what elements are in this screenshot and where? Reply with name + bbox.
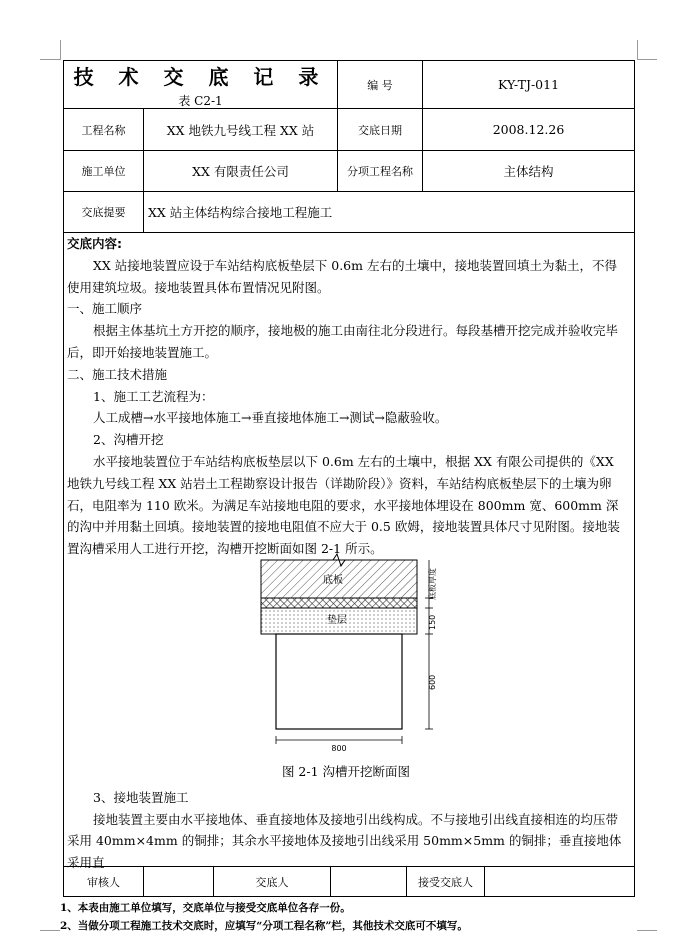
corner-mark: [60, 40, 61, 60]
subsection-heading: 3、接地装置施工: [93, 789, 189, 805]
slab-label: 底板: [323, 575, 343, 586]
summary-value: XX 站主体结构综合接地工程施工: [148, 205, 333, 220]
section-heading: 二、施工技术措施: [67, 366, 168, 382]
receiver-signature-field[interactable]: [485, 867, 634, 897]
unit-label: 施工单位: [81, 165, 126, 178]
project-value: XX 地铁九号线工程 XX 站: [166, 122, 315, 138]
reviewer-signature-field[interactable]: [144, 867, 213, 897]
corner-mark: [637, 59, 657, 60]
section-heading: 一、施工顺序: [67, 301, 143, 317]
project-label: 工程名称: [81, 123, 126, 137]
footnote: 1、本表由施工单位填写，交底单位与接受交底单位各存一份。: [60, 902, 351, 914]
dim-width: 800: [331, 744, 347, 753]
dim-slab: 底板厚度: [428, 568, 437, 600]
code-label: 编 号: [367, 78, 393, 92]
content-paragraph: 水平接地装置位于车站结构底板垫层以下 0.6m 左右的土壤中，根据 XX 有限公司提供的《XX 地铁九号线工程 XX 站岩土工程勘察设计报告（详勘阶段）》资料，车站结构底板垫层下的土壤为卵石，电阻率为 110 欧米。为满足车站接地电阻的要求，水平接地体埋设在 800mm 宽、600mm 深的沟中并用黏土回填。接地装置的接地电阻值不应大于 0.5 欧姆，接地装置具体尺寸见附图。接地装置沟槽采用人工进行开挖，沟槽开挖断面如图 2-1 所示。: [67, 453, 620, 557]
waterproof-layer: [261, 598, 417, 608]
corner-mark: [637, 40, 638, 60]
dim-cushion: 150: [428, 614, 437, 630]
date-value: 2008.12.26: [492, 122, 565, 137]
footnote: 2、当做分项工程施工技术交底时，应填写“分项工程名称”栏，其他技术交底可不填写。: [60, 920, 468, 932]
discloser-label: 交底人: [255, 876, 289, 889]
corner-mark: [40, 930, 60, 931]
trench-outline: [276, 634, 402, 729]
code-value: KY-TJ-011: [497, 77, 560, 92]
subsection-heading: 1、施工工艺流程为：: [93, 388, 214, 404]
date-label: 交底日期: [358, 123, 402, 137]
form-number: 表 C2-1: [178, 93, 223, 108]
sub-project-value: 主体结构: [503, 164, 554, 179]
disclosure-content: [64, 233, 634, 560]
receiver-label: 接受交底人: [418, 876, 473, 889]
page-title: 技 术 交 底 记 录: [73, 64, 328, 89]
content-heading: 交底内容:: [67, 236, 122, 251]
content-paragraph: 根据主体基坑土方开挖的顺序，接地极的施工由南往北分段进行。每段基槽开挖完成并验收完毕后，即开始接地装置施工。: [67, 323, 619, 360]
dim-depth: 600: [428, 674, 437, 690]
summary-label: 交底提要: [81, 206, 126, 219]
discloser-signature-field[interactable]: [331, 867, 406, 897]
reviewer-label: 审核人: [87, 876, 120, 889]
content-paragraph: XX 站接地装置应设于车站结构底板垫层下 0.6m 左右的土壤中，接地装置回填土为黏土，不得使用建筑垃圾。接地装置具体布置情况见附图。: [67, 257, 617, 295]
figure-caption: 图 2-1 沟槽开挖断面图: [281, 764, 411, 779]
corner-mark: [40, 59, 60, 60]
subsection-heading: 2、沟槽开挖: [93, 432, 164, 448]
sub-project-label: 分项工程名称: [347, 165, 413, 178]
unit-value: XX 有限责任公司: [192, 164, 289, 179]
corner-mark: [637, 930, 657, 931]
trench-section-figure: [245, 550, 445, 755]
content-paragraph: 人工成槽→水平接地体施工→垂直接地体施工→测试→隐蔽验收。: [93, 410, 448, 426]
content-paragraph: 接地装置主要由水平接地体、垂直接地体及接地引出线构成。不与接地引出线直接相连的均压带采用 40mm×4mm 的铜排；其余水平接地体及接地引出线采用 50mm×5mm 的铜排；垂直接地体采用直: [67, 811, 622, 871]
cushion-label: 垫层: [327, 615, 347, 626]
disclosure-content-cont: [64, 761, 634, 874]
title-block: [64, 61, 337, 108]
